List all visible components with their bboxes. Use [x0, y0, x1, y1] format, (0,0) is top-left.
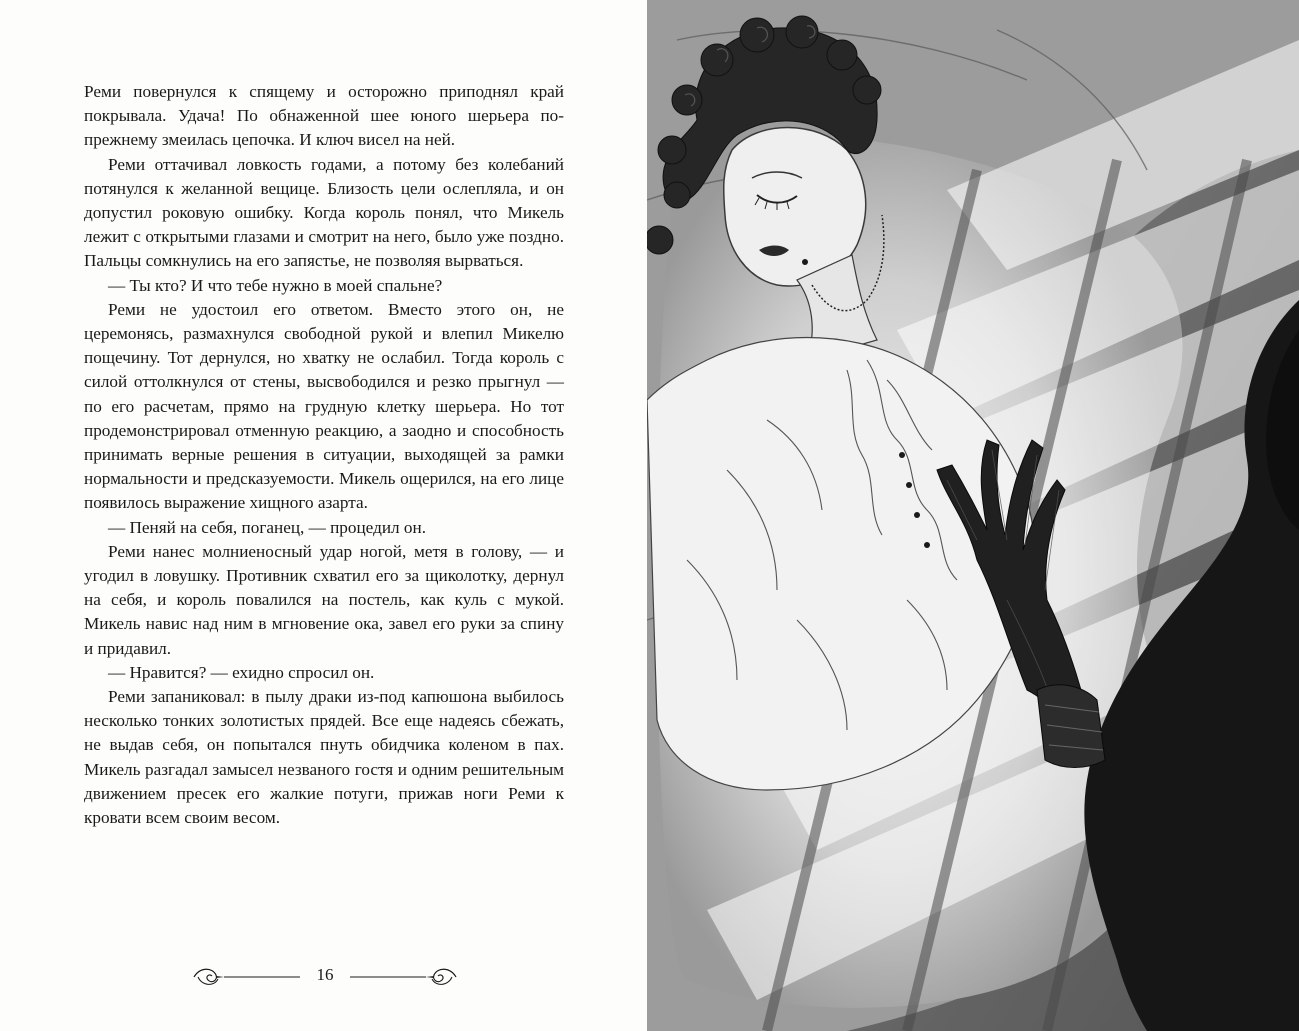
page-folio [190, 962, 460, 992]
illustration-sleeping-figure [647, 0, 1299, 1031]
page-number: 16 [316, 965, 334, 984]
paragraph-6: Реми нанес молниеносный удар ногой, метя в голову, — и угодил в ловушку. Противник схватил его за щиколотку, дернул на себя, и король повалился на постель, как куль с мукой. Микель навис над ним в мгновение ока, завел его руки за спину и придавил. [84, 541, 564, 658]
ornament-left-icon [190, 962, 302, 992]
paragraph-1: Реми повернулся к спящему и осторожно приподнял край покрывала. Удача! По обнаженной шее юного шерьера по-прежнему змеилась цепочка. И ключ висел на ней. [84, 82, 564, 150]
paragraph-2: Реми оттачивал ловкость годами, а потому без колебаний потянулся к желанной вещице. Близость цели ослепляла, и он допустил роковую ошибку. Когда король понял, что Микель лежит с открытыми глазами и смотрит на него, было уже поздно. Пальцы сомкнулись на его запястье, не позволяя вырваться. [84, 154, 564, 271]
text-page [0, 0, 647, 1031]
illustration-artwork [647, 0, 1299, 1031]
body-text [84, 80, 564, 830]
ornament-right-icon [348, 962, 460, 992]
paragraph-7: — Нравится? — ехидно спросил он. [108, 662, 375, 682]
paragraph-4: Реми не удостоил его ответом. Вместо этого он, не церемонясь, размахнулся свободной рукой и влепил Микелю пощечину. Тот дернулся, но хватку не ослабил. Тогда король с силой оттолкнулся от стены, высвободился и резко прыгнул — по его расчетам, прямо на грудную клетку шерьера. Но тот продемонстрировал отменную реакцию, а заодно и способность принимать верные решения в ситуации, выходящей за рамки нормальности и предсказуемости. Микель ощерился, на его лице появилось выражение хищного азарта. [84, 299, 564, 513]
paragraph-5: — Пеняй на себя, поганец, — процедил он. [108, 517, 426, 537]
paragraph-8: Реми запаниковал: в пылу драки из-под капюшона выбилось несколько тонких золотистых прядей. Все еще надеясь сбежать, не выдав себя, он попытался пнуть обидчика коленом в пах. Микель разгадал замысел незваного гостя и одним решительным движением пресек его жалкие потуги, прижав ноги Реми к кровати всем своим весом. [84, 687, 564, 828]
paragraph-3: — Ты кто? И что тебе нужно в моей спальне? [108, 275, 443, 295]
